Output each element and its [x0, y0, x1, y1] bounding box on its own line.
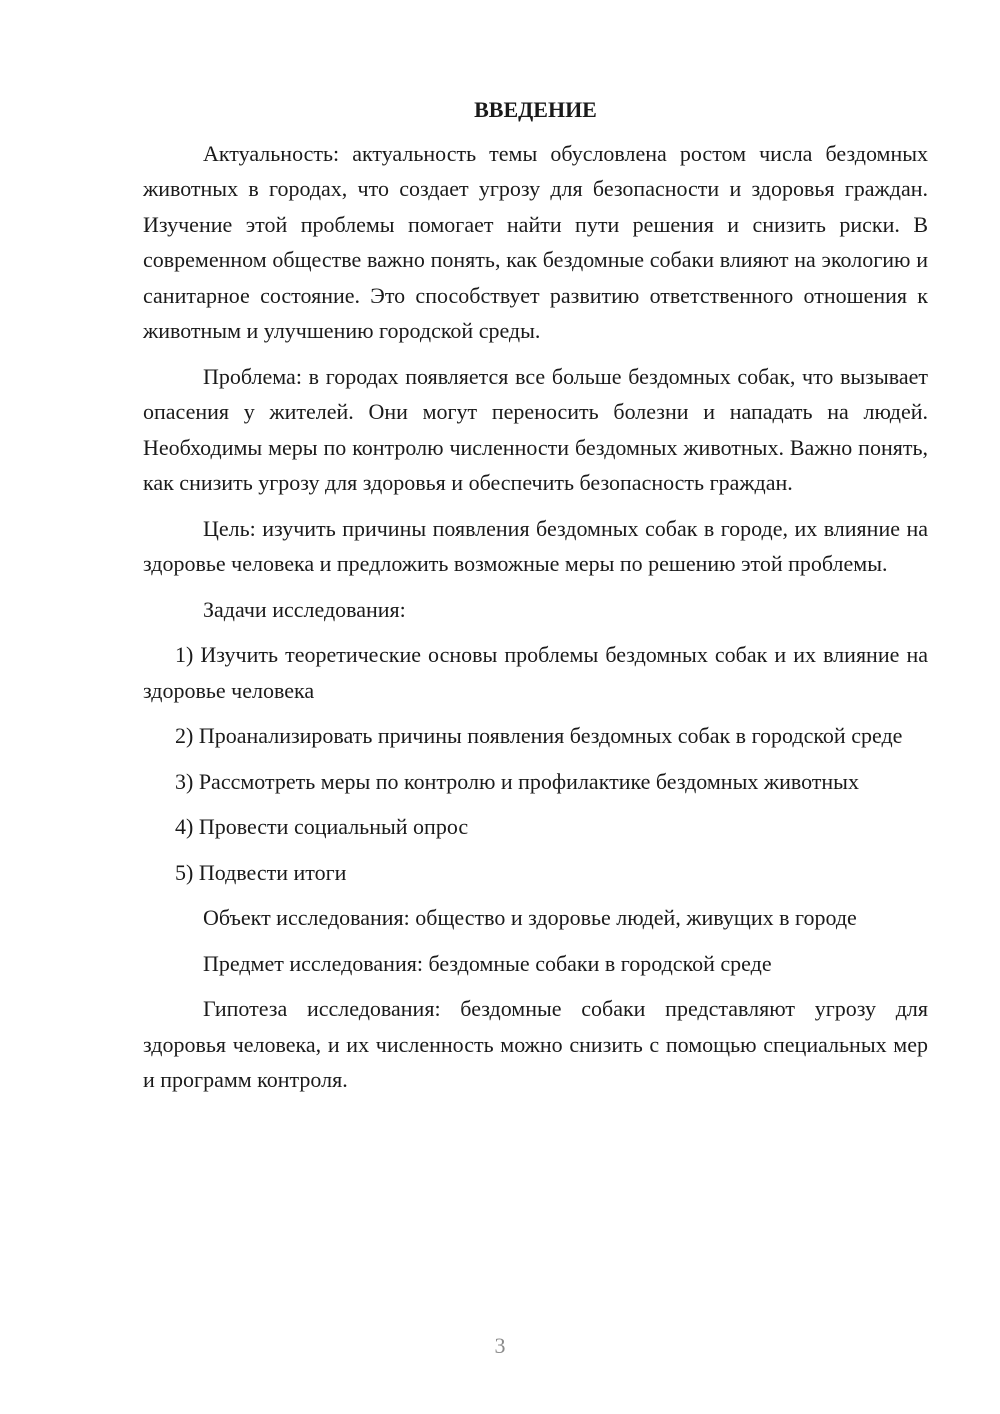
- paragraph-object: Объект исследования: общество и здоровье людей, живущих в городе: [203, 905, 857, 930]
- paragraph-problem: Проблема: в городах появляется все больше бездомных собак, что вызывает опасения у жителей. Они могут переносить болезни и нападать на людей. Необходимы меры по контролю численности бездомных животных. Важно понять, как снизить угрозу для здоровья и обеспечить безопасность граждан.: [143, 363, 928, 495]
- paragraph-relevance: Актуальность: актуальность темы обусловлена ростом числа бездомных животных в городах, что создает угрозу для безопасности и здоровья граждан. Изучение этой проблемы помогает найти пути решения и снизить риски. В современном обществе важно понять, как бездомные собаки влияют на экологию и санитарное состояние. Это способствует развитию ответственного отношения к животным и улучшению городской среды.: [143, 140, 928, 343]
- paragraph-hypothesis: Гипотеза исследования: бездомные собаки представляют угрозу для здоровья человека, и их численность можно снизить с помощью специальных мер и программ контроля.: [143, 996, 928, 1092]
- task-item-1: 1) Изучить теоретические основы проблемы бездомных собак и их влияние на здоровье человека: [143, 642, 928, 703]
- document-page: [143, 92, 928, 1108]
- page-number: 3: [494, 1333, 506, 1358]
- task-item-2: 2) Проанализировать причины появления бездомных собак в городской среде: [175, 723, 903, 748]
- paragraph-subject: Предмет исследования: бездомные собаки в городской среде: [203, 950, 772, 976]
- task-item-5: 5) Подвести итоги: [175, 859, 347, 885]
- task-item-4: 4) Провести социальный опрос: [175, 814, 469, 839]
- paragraph-goal: Цель: изучить причины появления бездомных собак в городе, их влияние на здоровье человека и предложить возможные меры по решению этой проблемы.: [143, 515, 928, 576]
- paragraph-tasks-heading: Задачи исследования:: [203, 596, 406, 622]
- task-item-3: 3) Рассмотреть меры по контролю и профилактике бездомных животных: [175, 768, 859, 794]
- section-title: ВВЕДЕНИЕ: [474, 97, 597, 122]
